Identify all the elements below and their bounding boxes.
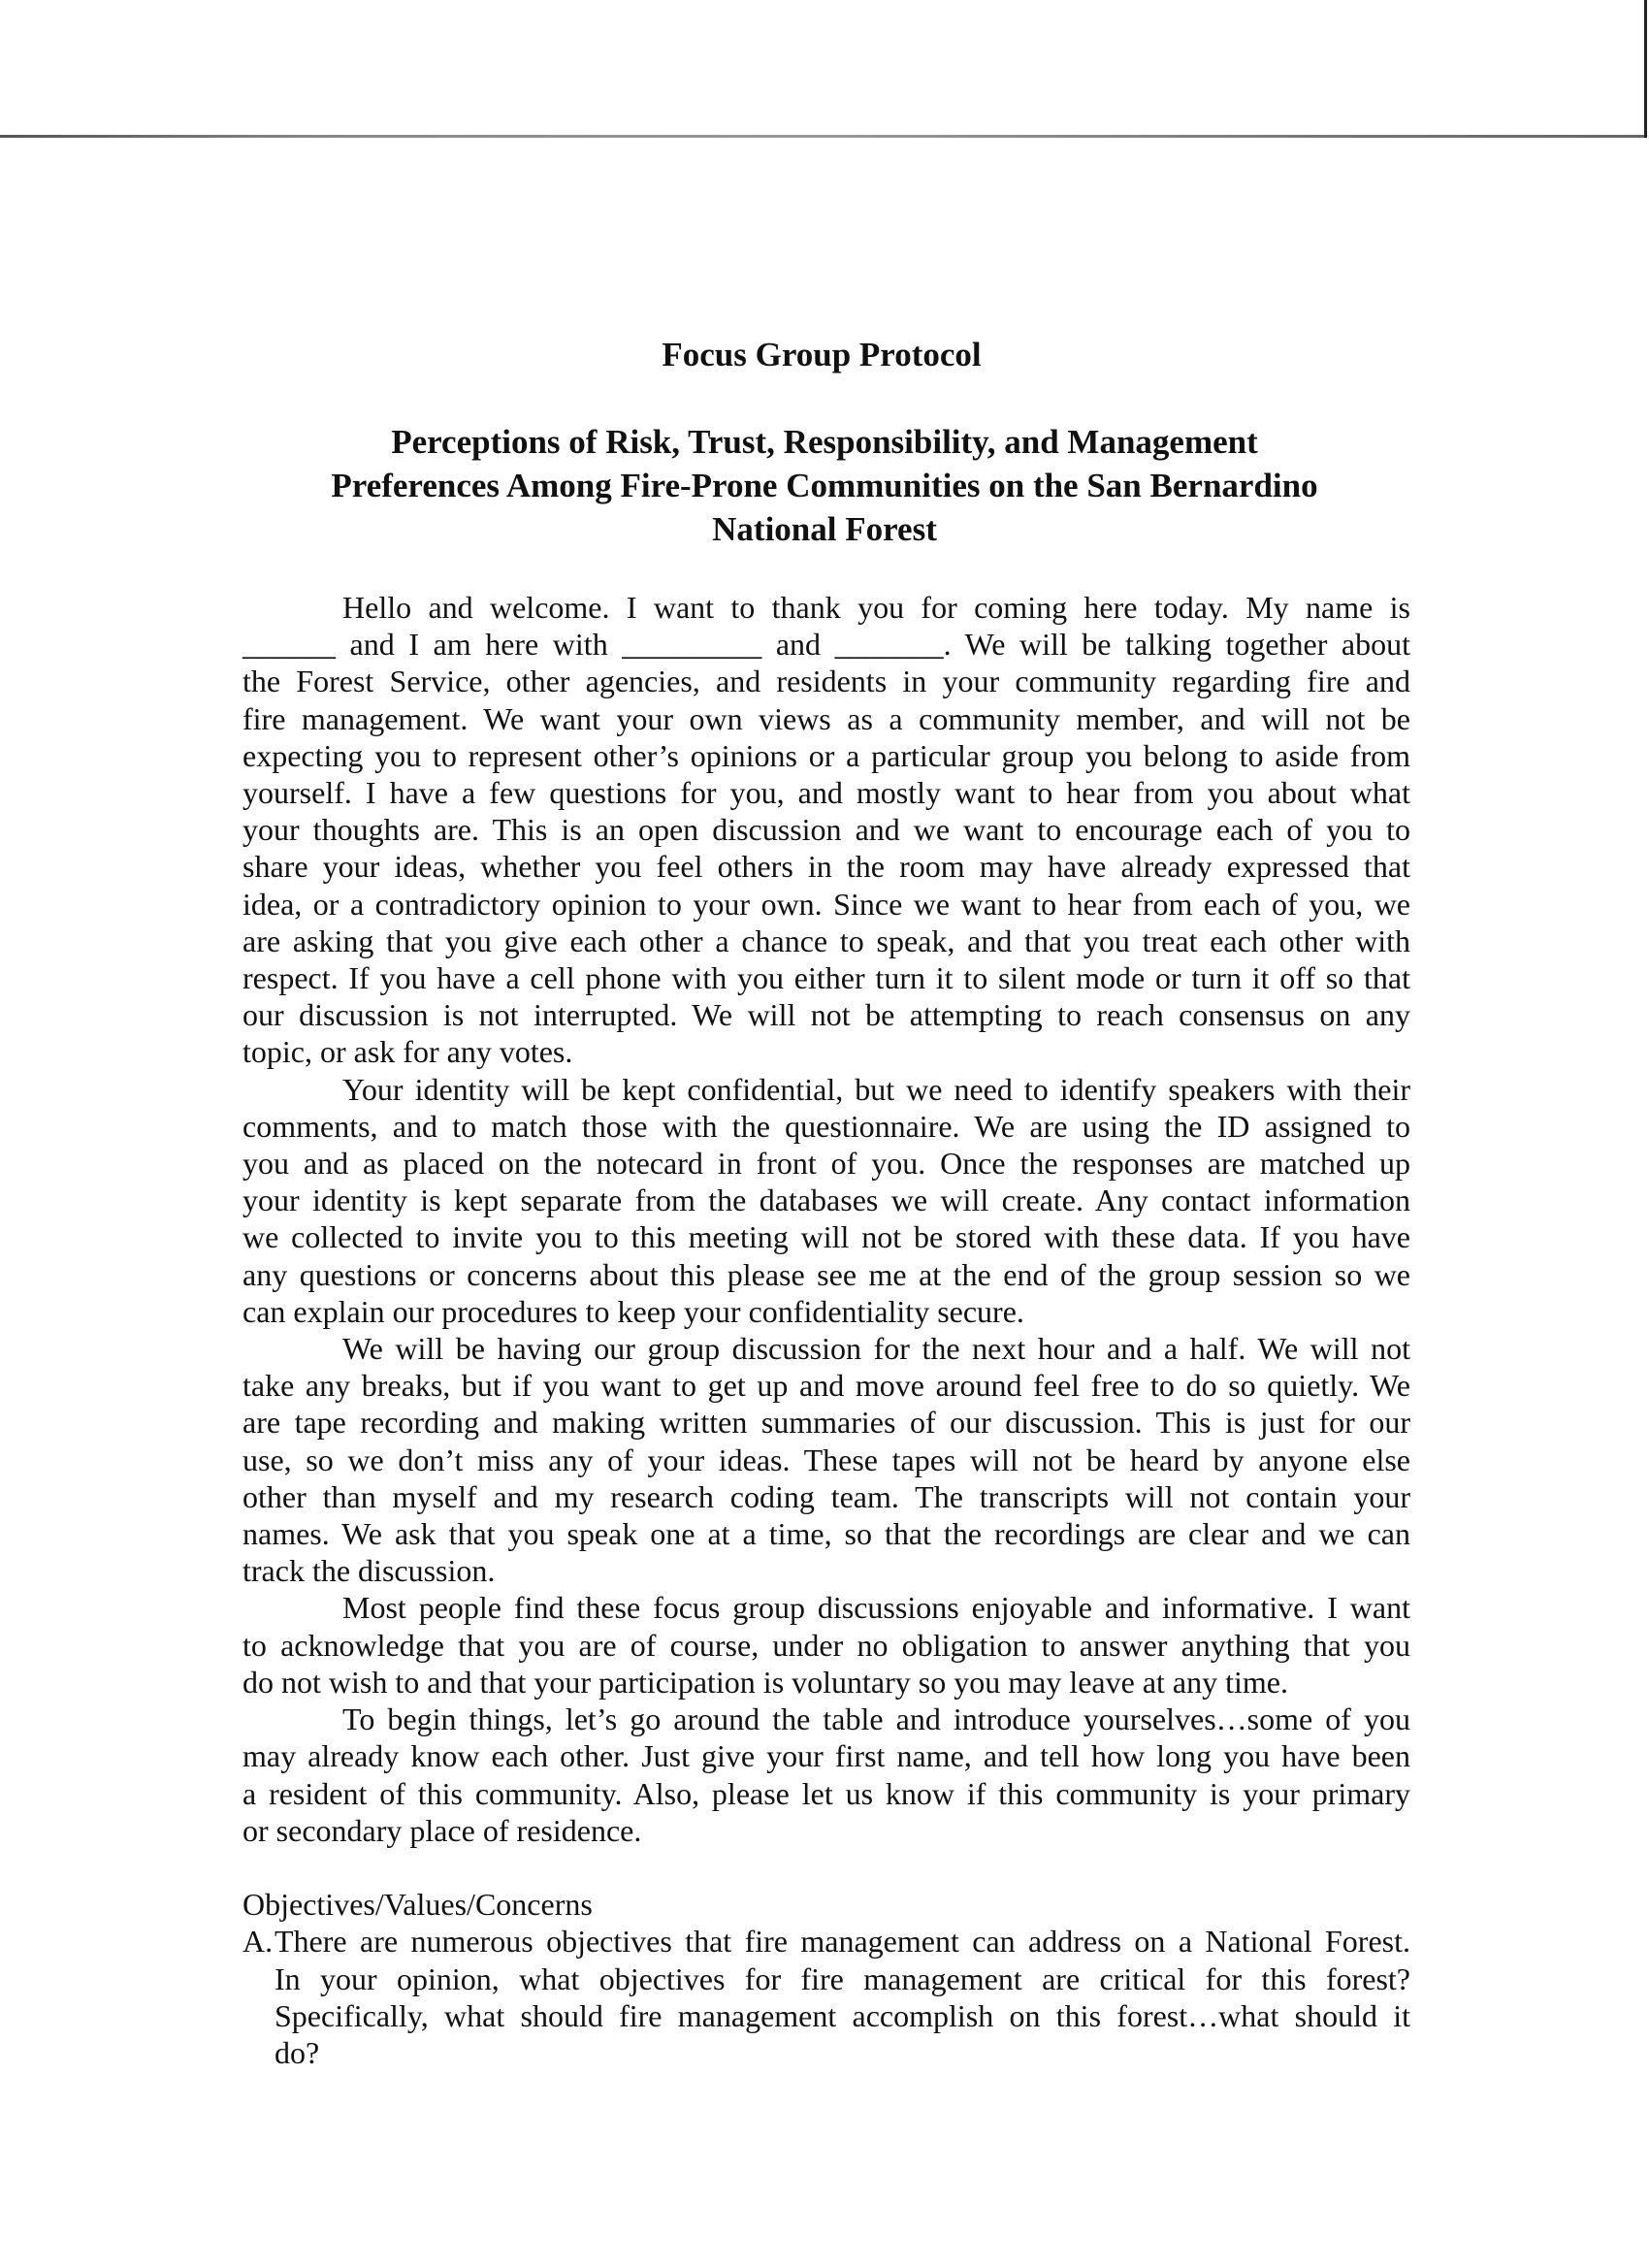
section-heading: Objectives/Values/Concerns [242,1887,593,1923]
text-line: your thoughts are. This is an open discussion and we want to encourage each of you to [242,812,1410,848]
text-line: track the discussion. [242,1553,496,1589]
text-line: yourself. I have a few questions for you, and mostly want to hear from you about what [242,775,1410,811]
text-line: comments, and to match those with the questionnaire. We are using the ID assigned to [242,1108,1410,1144]
text-line: Specifically, what should fire management accomplish on this forest…what should it [275,1997,1410,2033]
question-a [242,1923,1410,2071]
text-line: other than myself and my research coding team. The transcripts will not contain your [242,1478,1410,1514]
text-line: topic, or ask for any votes. [242,1034,573,1070]
text-line: a resident of this community. Also, please let us know if this community is your primary [242,1775,1410,1811]
text-line: use, so we don’t miss any of your ideas. These tapes will not be heard by anyone else [242,1442,1410,1477]
spacer [242,1849,1410,1886]
text-line: idea, or a contradictory opinion to your own. Since we want to hear from each of you, we [242,886,1410,922]
text-line: names. We ask that you speak one at a time, so that the recordings are clear and we can [242,1516,1410,1552]
text-line: We will be having our group discussion for the next hour and a half. We will not [342,1331,1410,1367]
text-line: our discussion is not interrupted. We will not be attempting to reach consensus on any [242,997,1410,1033]
document-subtitle [0,420,1649,551]
text-line: to acknowledge that you are of course, under no obligation to answer anything that you [242,1627,1410,1663]
subtitle-line: Perceptions of Risk, Trust, Responsibility, and Management [391,423,1258,461]
text-line: can explain our procedures to keep your confidentiality secure. [242,1293,1024,1329]
paragraph [242,1330,1410,1589]
text-line: Most people find these focus group discussions enjoyable and informative. I want [342,1590,1410,1626]
text-line: you and as placed on the notecard in front of you. Once the responses are matched up [242,1146,1410,1182]
document-title: Focus Group Protocol [662,336,982,373]
text-line: expecting you to represent other’s opinions or a particular group you belong to aside from [242,737,1410,773]
text-line: or secondary place of residence. [242,1812,642,1848]
text-line: ______ and I am here with _________ and _______. We will be talking together about [242,627,1410,663]
text-line: take any breaks, but if you want to get up and move around feel free to do so quietly. We [242,1368,1410,1404]
text-line: your identity is kept separate from the databases we will create. Any contact information [242,1183,1410,1218]
text-line: may already know each other. Just give your first name, and tell how long you have been [242,1738,1410,1774]
text-line: In your opinion, what objectives for fire management are critical for this forest? [275,1960,1410,1996]
text-line: fire management. We want your own views as a community member, and will not be [242,700,1410,736]
scan-edge-line [0,135,1646,138]
text-line: any questions or concerns about this please see me at the end of the group session so we [242,1256,1410,1292]
scan-edge-line-vertical [1644,0,1647,138]
paragraph [242,1701,1410,1849]
paragraph [242,589,1410,1071]
paragraph [242,1589,1410,1701]
text-line: do not wish to and that your participation is voluntary so you may leave at any time. [242,1664,1288,1700]
text-line: are asking that you give each other a chance to speak, and that you treat each other with [242,923,1410,958]
subtitle-line: National Forest [712,510,937,548]
question-label: A. [242,1924,274,1960]
text-line: we collected to invite you to this meeting will not be stored with these data. If you have [242,1219,1410,1255]
text-line: Your identity will be kept confidential, but we need to identify speakers with their [342,1071,1410,1107]
paragraph [242,1071,1410,1330]
document-body [242,589,1410,2071]
subtitle-line: Preferences Among Fire-Prone Communities on the San Bernardino [331,467,1318,504]
text-line: the Forest Service, other agencies, and residents in your community regarding fire and [242,664,1410,699]
text-line: There are numerous objectives that fire management can address on a National Forest. [275,1924,1410,1960]
text-line: are tape recording and making written summaries of our discussion. This is just for our [242,1405,1410,1441]
text-line: To begin things, let’s go around the table and introduce yourselves…some of you [342,1701,1410,1737]
text-line: share your ideas, whether you feel others in the room may have already expressed that [242,849,1410,885]
text-line: respect. If you have a cell phone with you either turn it to silent mode or turn it off so that [242,960,1410,996]
text-line: do? [275,2034,320,2070]
text-line: Hello and welcome. I want to thank you for coming here today. My name is [342,590,1410,625]
